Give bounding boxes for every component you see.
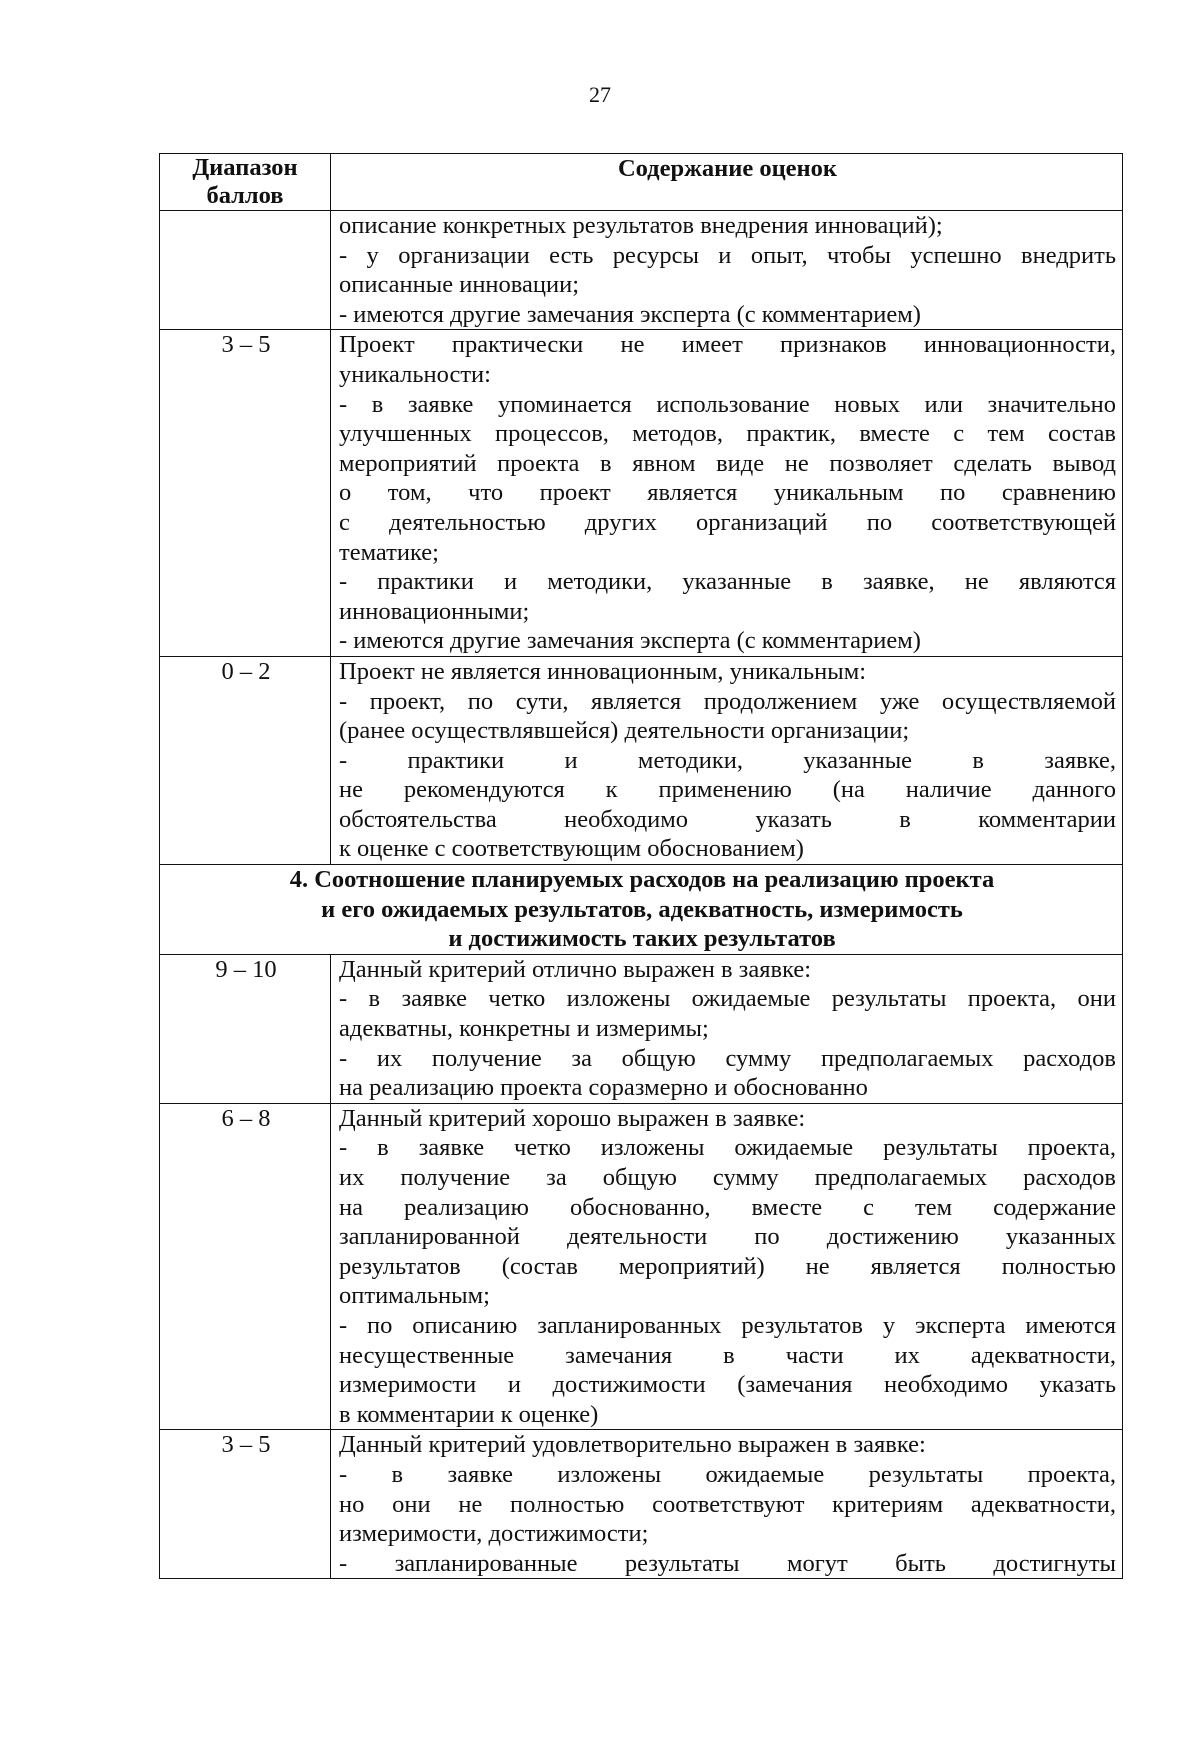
table-body <box>160 211 1123 1579</box>
description-line: на реализацию проекта соразмерно и обоснованно <box>339 1074 868 1102</box>
page-number: 27 <box>589 82 611 107</box>
section-heading-row <box>160 865 1123 955</box>
section-heading-line: и достижимость таких результатов <box>448 925 836 953</box>
description-line: измеримости, достижимости; <box>339 1520 649 1548</box>
score-description-cell <box>331 954 1123 1103</box>
column-header-content: Содержание оценок <box>331 154 1123 211</box>
score-range-cell: 6 – 8 <box>160 1103 331 1430</box>
description-line: тематике; <box>339 538 439 566</box>
description-line: несущественные замечания в части их адекватности, <box>339 1341 1116 1369</box>
description-line: уникальности: <box>339 360 491 388</box>
description-line: их получение за общую сумму предполагаемых расходов <box>339 1164 1116 1191</box>
description-line: - в заявке изложены ожидаемые результаты проекта, <box>339 1460 1116 1488</box>
description-line: оптимальным; <box>339 1282 490 1310</box>
section-heading-line: 4. Соотношение планируемых расходов на реализацию проекта <box>289 866 995 894</box>
description-line: но они не полностью соответствуют критериям адекватности, <box>339 1490 1116 1518</box>
description-line: Данный критерий отлично выражен в заявке: <box>339 955 812 983</box>
description-line: - проект, по сути, является продолжением уже осуществляемой <box>339 687 1116 715</box>
description-line: о том, что проект является уникальным по сравнению <box>339 479 1116 507</box>
description-line: не рекомендуются к применению (на наличие данного <box>339 776 1116 804</box>
description-line: результатов (состав мероприятий) не является полностью <box>339 1252 1116 1280</box>
score-range-cell: 0 – 2 <box>160 656 331 864</box>
description-line: запланированной деятельности по достижению указанных <box>339 1223 1116 1251</box>
score-description-cell <box>331 1430 1123 1579</box>
description-line: Проект практически не имеет признаков инновационности, <box>339 331 1116 359</box>
description-line: Данный критерий удовлетворительно выражен в заявке: <box>339 1431 926 1459</box>
description-line: - в заявке четко изложены ожидаемые результаты проекта, <box>339 1134 1116 1162</box>
score-description-cell <box>331 656 1123 864</box>
description-line: (ранее осуществлявшейся) деятельности организации; <box>339 717 910 745</box>
score-range-cell: 3 – 5 <box>160 330 331 657</box>
table-row <box>160 1103 1123 1430</box>
description-line: измеримости и достижимости (замечания необходимо указать <box>339 1371 1116 1399</box>
score-range-cell: 9 – 10 <box>160 954 331 1103</box>
description-line: описание конкретных результатов внедрения инноваций); <box>339 212 943 239</box>
description-line: - запланированные результаты могут быть достигнуты <box>339 1549 1116 1577</box>
section-heading-line: и его ожидаемых результатов, адекватность, измеримость <box>321 895 963 923</box>
description-line: - в заявке четко изложены ожидаемые результаты проекта, они <box>339 985 1116 1013</box>
section-heading <box>160 865 1123 955</box>
description-line: - у организации есть ресурсы и опыт, чтобы успешно внедрить <box>339 241 1116 269</box>
evaluation-criteria-table <box>159 153 1123 1579</box>
description-line: - имеются другие замечания эксперта (с комментарием) <box>339 300 921 328</box>
description-line: - имеются другие замечания эксперта (с комментарием) <box>339 627 921 655</box>
table-row <box>160 954 1123 1103</box>
description-line: обстоятельства необходимо указать в комментарии <box>339 805 1116 833</box>
description-line: адекватны, конкретны и измеримы; <box>339 1015 709 1043</box>
description-line: с деятельностью других организаций по соответствующей <box>339 508 1116 536</box>
table-row <box>160 656 1123 864</box>
description-line: Проект не является инновационным, уникальным: <box>339 657 867 685</box>
description-line: - практики и методики, указанные в заявке, <box>339 746 1116 774</box>
score-description-cell <box>331 330 1123 657</box>
description-line: описанные инновации; <box>339 271 580 299</box>
description-line: мероприятий проекта в явном виде не позволяет сделать вывод <box>339 449 1116 477</box>
description-line: - их получение за общую сумму предполагаемых расходов <box>339 1044 1116 1072</box>
description-line: - по описанию запланированных результатов у эксперта имеются <box>339 1311 1116 1339</box>
table-header-row <box>160 154 1123 211</box>
table-row <box>160 330 1123 657</box>
table-row <box>160 1430 1123 1579</box>
score-description-cell <box>331 1103 1123 1430</box>
column-header-range: Диапазон баллов <box>160 154 331 211</box>
table-row <box>160 211 1123 330</box>
description-line: в комментарии к оценке) <box>339 1400 599 1428</box>
score-range-cell <box>160 211 331 330</box>
description-line: - в заявке упоминается использование новых или значительно <box>339 390 1116 418</box>
score-description-cell <box>331 211 1123 330</box>
description-line: на реализацию обоснованно, вместе с тем содержание <box>339 1193 1116 1221</box>
description-line: инновационными; <box>339 597 530 625</box>
description-line: улучшенных процессов, методов, практик, вместе с тем состав <box>339 420 1116 448</box>
description-line: - практики и методики, указанные в заявке, не являются <box>339 568 1116 596</box>
description-line: Данный критерий хорошо выражен в заявке: <box>339 1104 806 1132</box>
description-line: к оценке с соответствующим обоснованием) <box>339 835 804 863</box>
score-range-cell: 3 – 5 <box>160 1430 331 1579</box>
